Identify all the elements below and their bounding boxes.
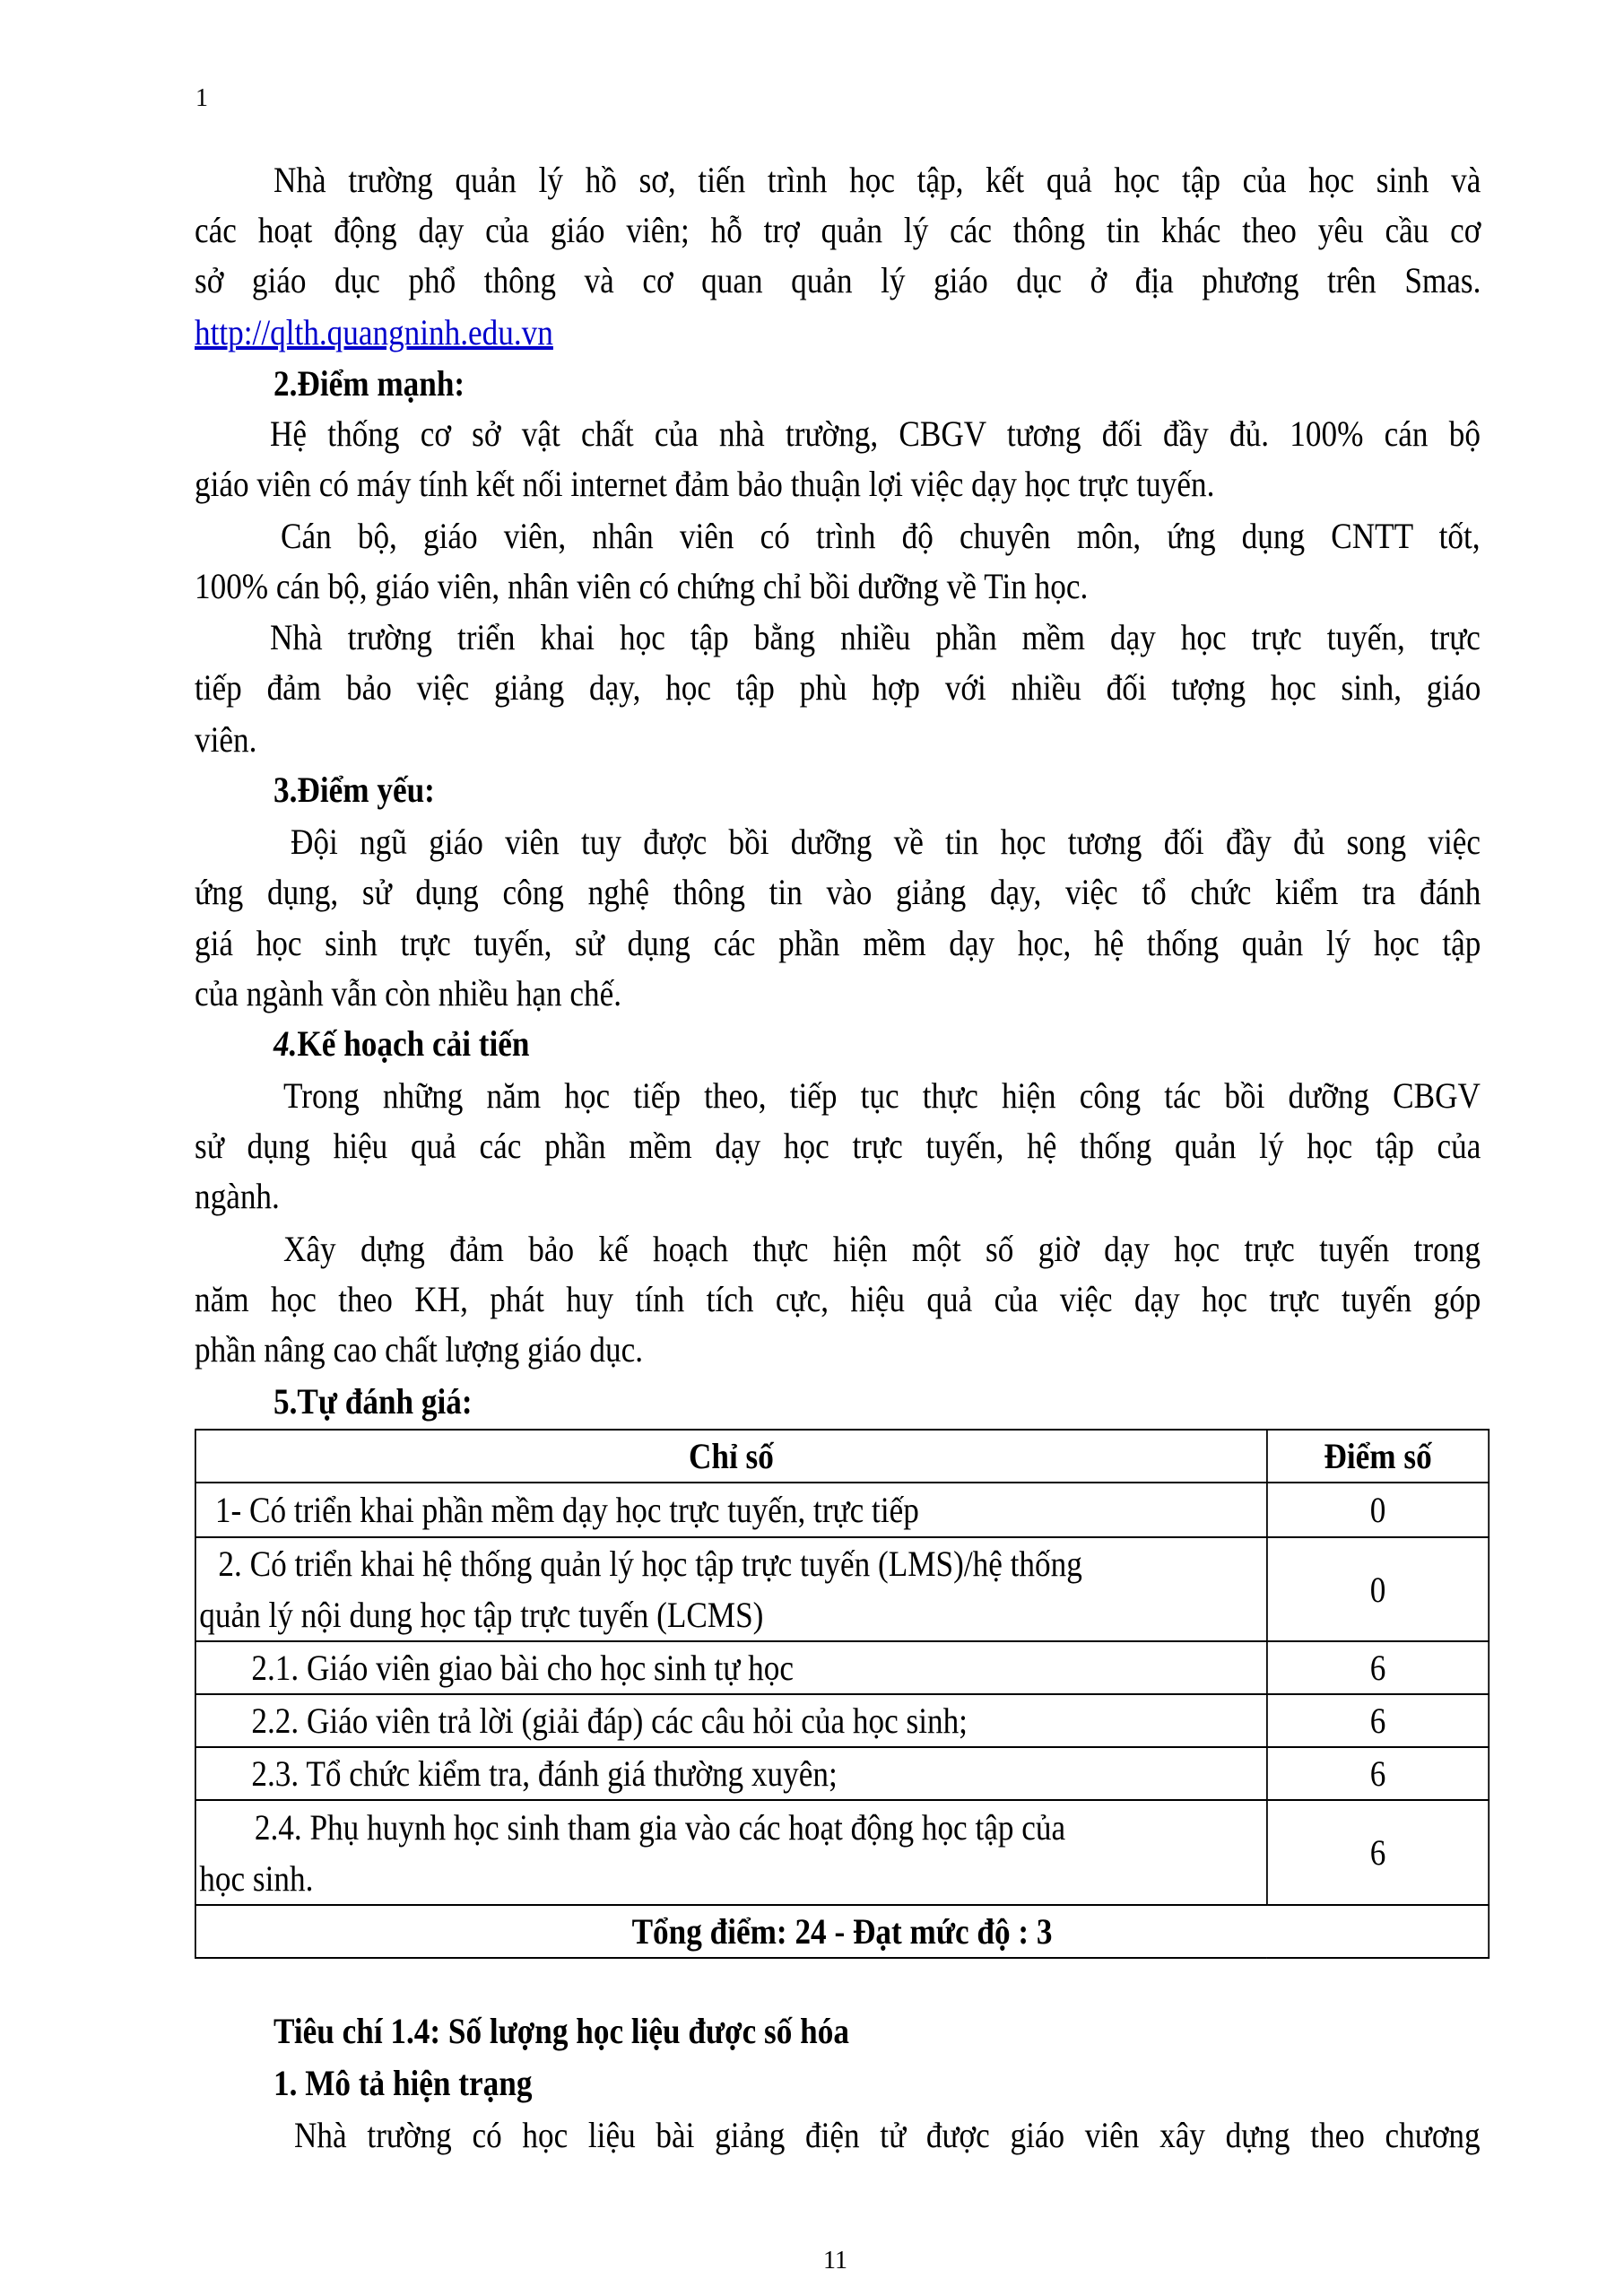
indicator-cell: 2.1. Giáo viên giao bài cho học sinh tự học [195,1641,1267,1694]
text-line: Nhà trường quản lý hồ sơ, tiến trình học tập, kết quả học tập của học sinh và [274,160,1481,200]
criterion-heading: Tiêu chí 1.4: Số lượng học liệu được số hóa [274,2011,849,2051]
section-title: Kế hoạch cải tiến [297,1023,530,1064]
table-row [195,1747,1489,1800]
score-cell: 6 [1267,1747,1489,1800]
indicator-cell: 2.2. Giáo viên trả lời (giải đáp) các câu hỏi của học sinh; [195,1694,1267,1747]
text-line: viên. [195,719,257,760]
indicator-line: quản lý nội dung học tập trực tuyến (LCMS) [199,1595,764,1635]
text-line: ngành. [195,1176,280,1216]
text-line: tiếp đảm bảo việc giảng dạy, học tập phù hợp với nhiều đối tượng học sinh, giáo [195,667,1481,708]
indicator-line: 2.4. Phụ huynh học sinh tham gia vào các hoạt động học tập của [254,1806,1066,1848]
table-header-row [195,1430,1489,1483]
table-row [195,1641,1489,1694]
header-score: Điểm số [1267,1430,1489,1483]
text-line: sử dụng hiệu quả các phần mềm dạy học trực tuyến, hệ thống quản lý học tập của [195,1126,1481,1166]
indicator-cell [195,1537,1267,1641]
page-number: 11 [823,2247,847,2274]
subsection-heading: 1. Mô tả hiện trạng [274,2063,533,2103]
score-cell: 0 [1267,1483,1489,1537]
assessment-table [195,1429,1488,1959]
table-row [195,1694,1489,1747]
section-heading-weaknesses: 3.Điểm yếu: [274,770,435,810]
text-line: Nhà trường có học liệu bài giảng điện tử được giáo viên xây dựng theo chương [294,2115,1481,2155]
score-cell: 6 [1267,1694,1489,1747]
section-heading-strengths: 2.Điểm mạnh: [274,363,465,404]
table-row [195,1800,1489,1905]
text-line: giá học sinh trực tuyến, sử dụng các phần mềm dạy học, hệ thống quản lý học tập [195,923,1481,963]
text-line: 100% cán bộ, giáo viên, nhân viên có chứng chỉ bồi dưỡng về Tin học. [195,566,1089,606]
text-line: các hoạt động dạy của giáo viên; hỗ trợ quản lý các thông tin khác theo yêu cầu cơ [195,210,1481,250]
indicator-line: học sinh. [199,1857,314,1899]
table-row [195,1483,1489,1537]
indicator-cell: 1- Có triển khai phần mềm dạy học trực tuyến, trực tiếp [195,1483,1267,1537]
score-cell: 0 [1267,1537,1489,1641]
url-link[interactable]: http://qlth.quangninh.edu.vn [195,312,553,352]
score-cell: 6 [1267,1800,1489,1905]
text-line: giáo viên có máy tính kết nối internet đảm bảo thuận lợi việc dạy học trực tuyến. [195,464,1215,504]
indicator-cell: 2.3. Tổ chức kiểm tra, đánh giá thường xuyên; [195,1747,1267,1800]
section-heading-plan [274,1018,529,1069]
header-number: 1 [195,84,208,112]
text-line: năm học theo KH, phát huy tính tích cực, hiệu quả của việc dạy học trực tuyến góp [195,1279,1481,1319]
text-line: Cán bộ, giáo viên, nhân viên có trình độ chuyên môn, ứng dụng CNTT tốt, [281,516,1481,556]
score-cell: 6 [1267,1641,1489,1694]
section-heading-self-assessment: 5.Tự đánh giá: [274,1381,473,1422]
indicator-cell [195,1800,1267,1905]
text-line: Hệ thống cơ sở vật chất của nhà trường, CBGV tương đối đầy đủ. 100% cán bộ [270,413,1481,454]
text-line: ứng dụng, sử dụng công nghệ thông tin vào giảng dạy, việc tổ chức kiểm tra đánh [195,872,1481,912]
table-total-row [195,1905,1489,1958]
text-line: phần nâng cao chất lượng giáo dục. [195,1329,644,1370]
total-cell: Tổng điểm: 24 - Đạt mức độ : 3 [195,1905,1489,1958]
text-line: Đội ngũ giáo viên tuy được bồi dưỡng về tin học tương đối đầy đủ song việc [291,822,1481,862]
text-line: Xây dựng đảm bảo kế hoạch thực hiện một số giờ dạy học trực tuyến trong [283,1229,1481,1269]
indicator-line: 2. Có triển khai hệ thống quản lý học tập trực tuyến (LMS)/hệ thống [218,1544,1082,1584]
table-row [195,1537,1489,1641]
text-line: Trong những năm học tiếp theo, tiếp tục thực hiện công tác bồi dưỡng CBGV [283,1075,1481,1116]
text-line: Nhà trường triển khai học tập bằng nhiều phần mềm dạy học trực tuyến, trực [270,617,1481,657]
text-line: sở giáo dục phổ thông và cơ quan quản lý giáo dục ở địa phương trên Smas. [195,260,1481,300]
header-indicator: Chỉ số [195,1430,1267,1483]
text-line: của ngành vẫn còn nhiều hạn chế. [195,973,621,1013]
section-number: 4. [274,1023,298,1064]
